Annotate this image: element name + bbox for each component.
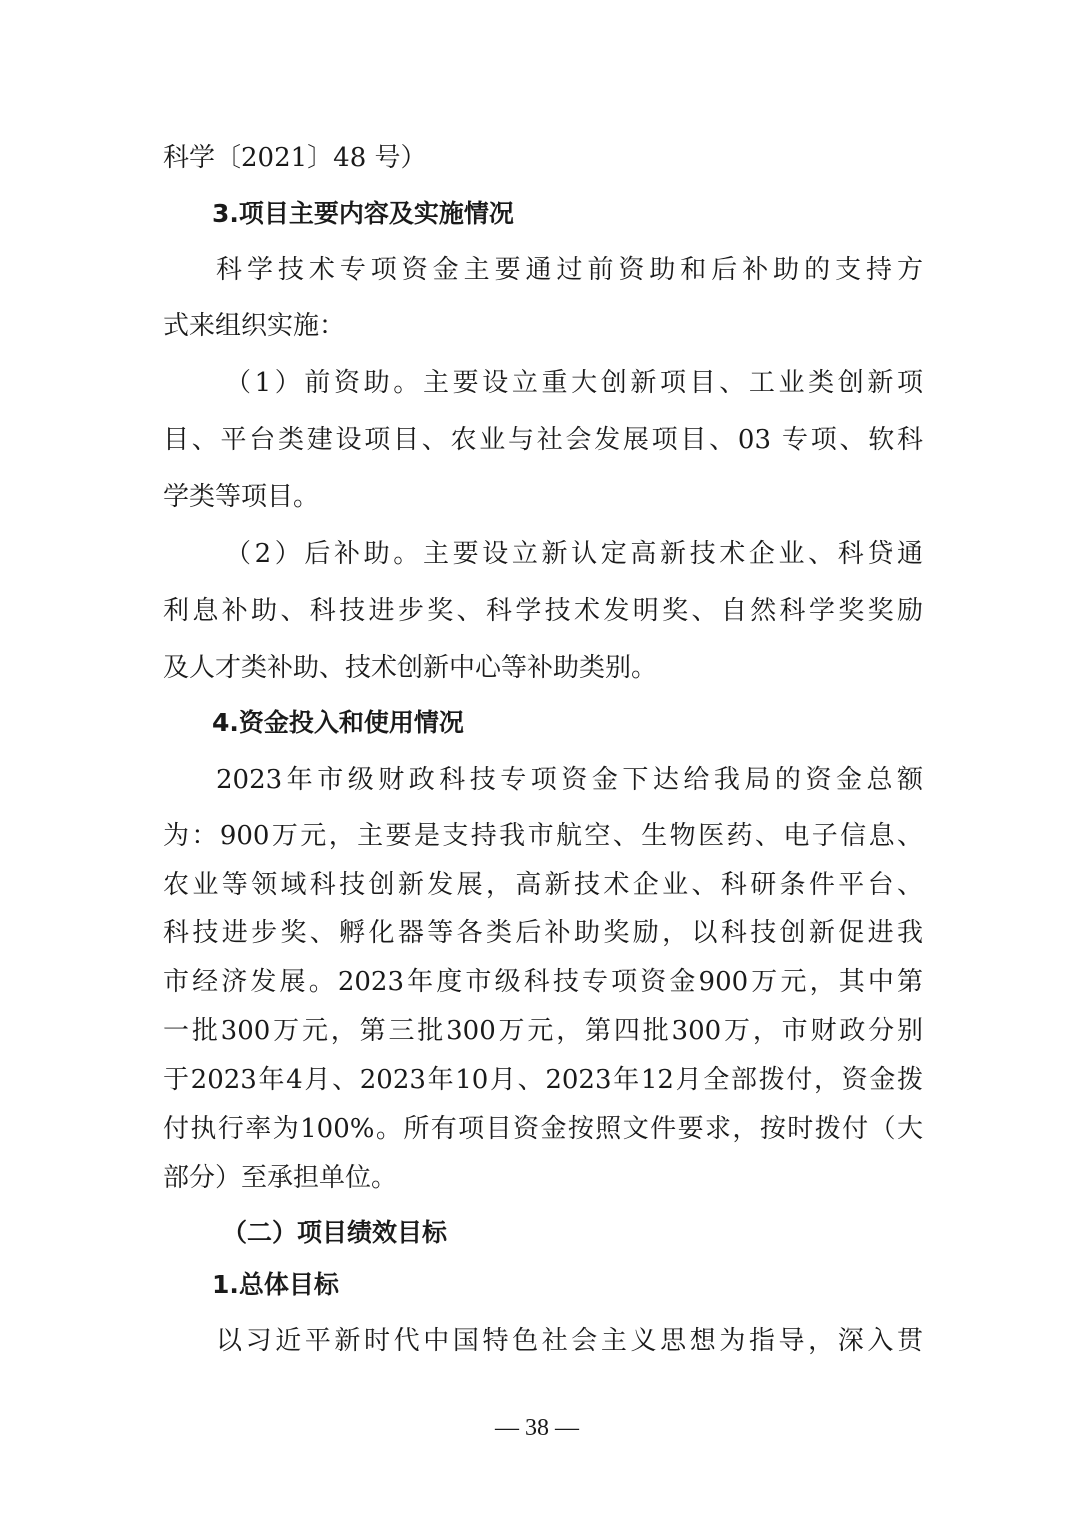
paragraph-line: 及人才类补助、技术创新中心等补助类别。 [163, 653, 658, 683]
paragraph-line: （2）后补助。主要设立新认定高新技术企业、科贷通 [225, 539, 923, 569]
paragraph-line: （1）前资助。主要设立重大创新项目、工业类创新项 [225, 368, 923, 398]
paragraph-line: 一批300万元，第三批300万元，第四批300万，市财政分别 [163, 1016, 923, 1046]
paragraph-line: 于2023年4月、2023年10月、2023年12月全部拨付，资金拨 [163, 1065, 923, 1095]
paragraph-line: 2023年市级财政科技专项资金下达给我局的资金总额 [216, 765, 923, 795]
paragraph-line: 付执行率为100%。所有项目资金按照文件要求，按时拨付（大 [163, 1114, 923, 1144]
paragraph-line: 以习近平新时代中国特色社会主义思想为指导，深入贯 [216, 1326, 923, 1356]
heading-funding-usage: 4.资金投入和使用情况 [212, 708, 464, 737]
paragraph-line: 市经济发展。2023年度市级科技专项资金900万元，其中第 [163, 967, 923, 997]
heading-performance-goals: （二）项目绩效目标 [222, 1218, 448, 1247]
paragraph-line: 农业等领域科技创新发展，高新技术企业、科研条件平台、 [163, 870, 923, 900]
paragraph-line: 科技进步奖、孵化器等各类后补助奖励，以科技创新促进我 [163, 918, 923, 948]
paragraph-line: 式来组织实施： [163, 311, 346, 341]
text-line-continuation: 科学〔2021〕48 号） [163, 143, 427, 173]
paragraph-line: 目、平台类建设项目、农业与社会发展项目、03 专项、软科 [163, 425, 923, 455]
paragraph-line: 利息补助、科技进步奖、科学技术发明奖、自然科学奖奖励 [163, 596, 923, 626]
paragraph-line: 部分）至承担单位。 [163, 1163, 398, 1193]
heading-overall-goal: 1.总体目标 [212, 1270, 339, 1299]
paragraph-line: 学类等项目。 [163, 482, 320, 512]
heading-project-content: 3.项目主要内容及实施情况 [212, 199, 514, 228]
paragraph-line: 科学技术专项资金主要通过前资助和后补助的支持方 [216, 255, 923, 285]
page-number: — 38 — [495, 1415, 579, 1441]
paragraph-line: 为：900万元，主要是支持我市航空、生物医药、电子信息、 [163, 821, 923, 851]
